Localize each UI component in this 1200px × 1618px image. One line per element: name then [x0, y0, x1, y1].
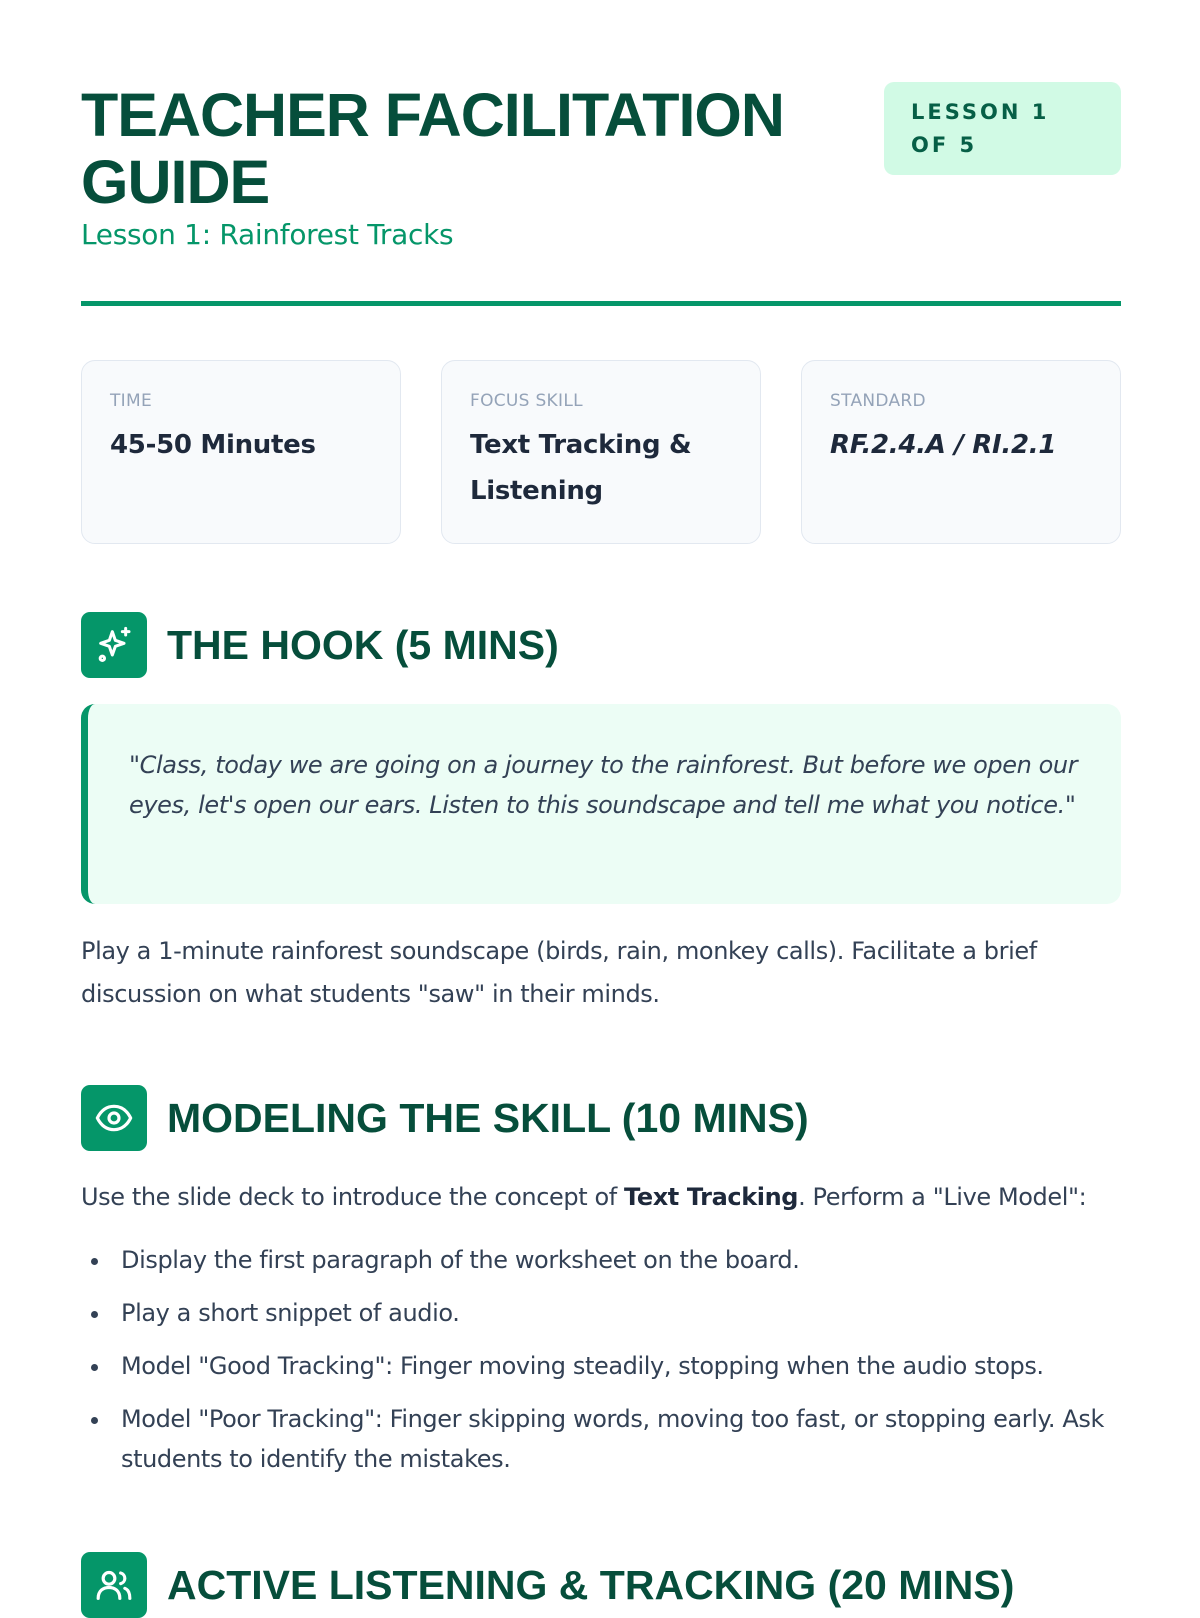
- list-item: Model "Good Tracking": Finger moving steadily, stopping when the audio stops.: [121, 1346, 1121, 1386]
- modeling-intro-text: Use the slide deck to introduce the concept of: [81, 1183, 625, 1211]
- page-title: TEACHER FACILITATION GUIDE: [81, 81, 784, 216]
- info-card-value: RF.2.4.A / RI.2.1: [830, 430, 1057, 460]
- info-card-time: [81, 360, 401, 544]
- lesson-info-cards: [81, 360, 1121, 544]
- info-card-label: FOCUS SKILL: [470, 391, 583, 411]
- page-subtitle: Lesson 1: Rainforest Tracks: [81, 218, 454, 251]
- section-title: ACTIVE LISTENING & TRACKING (20 MINS): [167, 1562, 1015, 1608]
- hook-script-quote: "Class, today we are going on a journey to the rainforest. But before we open our eyes, let's open our ears. Listen to this soundscape and tell me what you notice.": [129, 751, 1078, 819]
- modeling-intro: [81, 1176, 1121, 1219]
- info-card-value: Text Tracking & Listening: [470, 430, 692, 506]
- hook-instructions: Play a 1-minute rainforest soundscape (birds, rain, monkey calls). Facilitate a brief discussion on what students "saw" in their minds.: [81, 937, 1037, 1008]
- info-card-standard: [801, 360, 1121, 544]
- list-item: Display the first paragraph of the worksheet on the board.: [121, 1240, 1121, 1280]
- hook-script-callout: [81, 704, 1121, 904]
- list-item: Model "Poor Tracking": Finger skipping words, moving too fast, or stopping early. Ask students to identify the mistakes.: [121, 1399, 1121, 1479]
- section-title: MODELING THE SKILL (10 MINS): [167, 1095, 809, 1141]
- section-hook-heading: [81, 612, 1121, 678]
- eye-icon: [81, 1085, 147, 1151]
- sparkles-icon: [81, 612, 147, 678]
- section-modeling-heading: [81, 1085, 1121, 1151]
- header-divider: [81, 301, 1121, 306]
- page-header: [81, 82, 1121, 302]
- modeling-intro-term: Text Tracking: [624, 1183, 799, 1211]
- info-card-value: 45-50 Minutes: [110, 430, 316, 460]
- modeling-steps-list: [81, 1240, 1121, 1492]
- list-item: Play a short snippet of audio.: [121, 1293, 1121, 1333]
- section-title: THE HOOK (5 MINS): [167, 622, 559, 668]
- section-active-listening-heading: [81, 1552, 1121, 1618]
- modeling-intro-text-end: . Perform a "Live Model":: [798, 1183, 1087, 1211]
- lesson-badge: LESSON 1 OF 5: [884, 82, 1121, 175]
- info-card-label: TIME: [110, 391, 153, 411]
- users-icon: [81, 1552, 147, 1618]
- info-card-focus-skill: [441, 360, 761, 544]
- info-card-label: STANDARD: [830, 391, 926, 411]
